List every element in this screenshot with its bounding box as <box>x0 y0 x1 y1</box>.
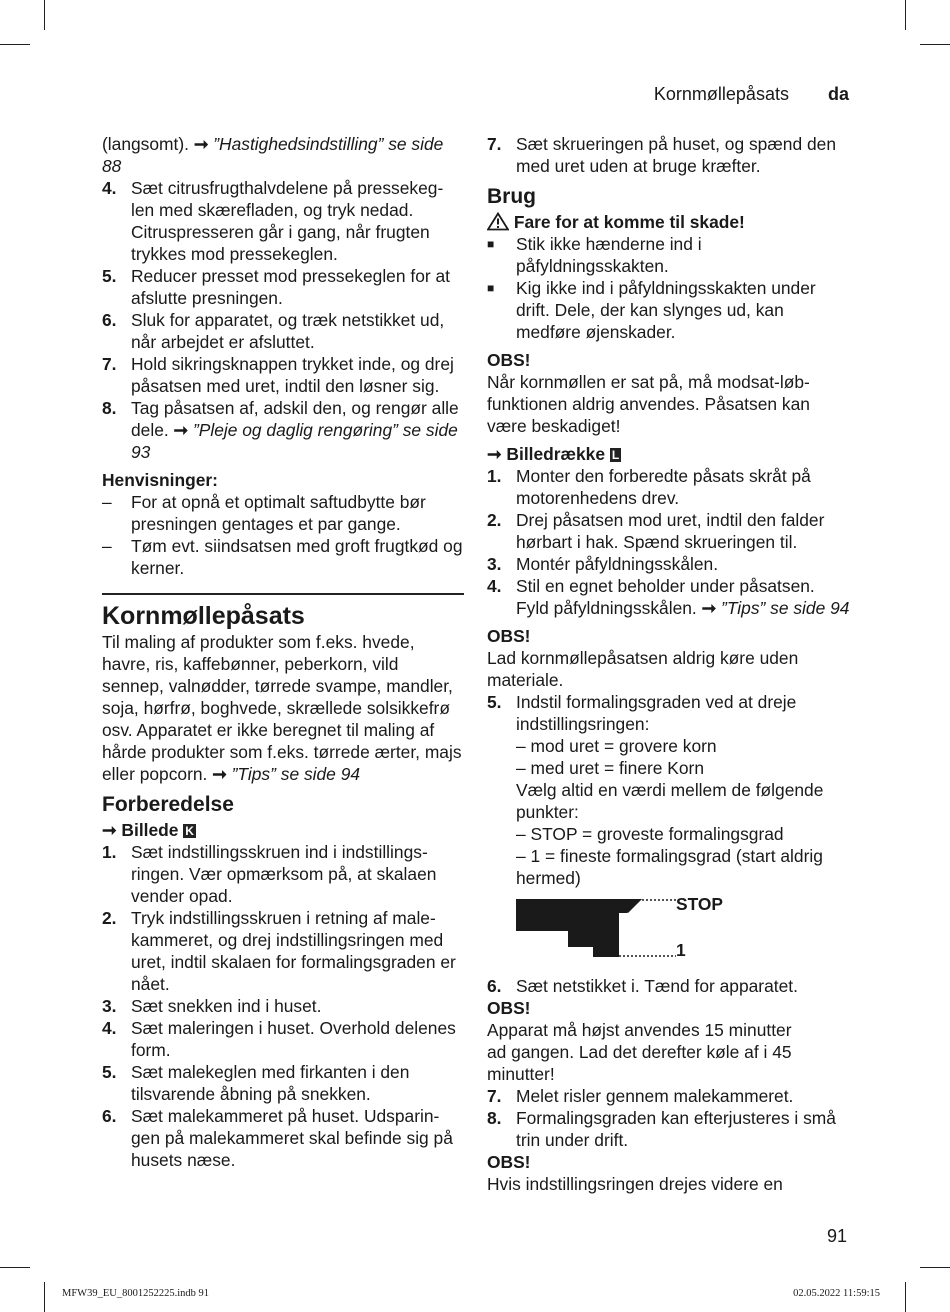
list-item: – For at opnå et optimalt saftudbytte bør presningen gentages et par gange. <box>102 492 426 534</box>
list-item: 6. Sæt netstikket i. Tænd for apparatet. <box>487 976 798 996</box>
steps-list <box>487 1085 850 1151</box>
list-item: 8. Formalingsgraden kan efterjusteres i små trin under drift. <box>487 1108 836 1150</box>
section-title: Kornmøllepåsats <box>102 602 305 630</box>
crop-mark <box>905 1282 906 1312</box>
step-line: – mod uret = grovere korn <box>516 736 717 756</box>
obs-title: OBS! <box>487 998 531 1018</box>
crop-mark <box>44 0 45 30</box>
figure-key-badge: K <box>185 824 194 838</box>
crop-mark <box>905 0 906 30</box>
figure-reference: ➞ Billedrække L <box>487 444 620 464</box>
cross-reference: ”Pleje og daglig rengøring” se side 93 <box>131 420 458 462</box>
list-item: 7. Sæt skrueringen på huset, og spænd den med uret uden at bruge kræfter. <box>487 134 837 176</box>
arrow-icon: ➞ <box>168 420 193 440</box>
cross-reference: ”Hastighedsindstilling” se side 88 <box>102 134 444 176</box>
left-column <box>102 133 464 1171</box>
bullet-square-icon: ■ <box>487 237 495 251</box>
grind-scale-figure <box>516 895 850 965</box>
list-item: 1. Monter den forberedte påsats skråt på motorenhedens drev. <box>487 466 811 508</box>
list-item: 6. Sæt malekammeret på huset. Udsparin-gen på malekammeret skal befinde sig på husets næse. <box>102 1106 453 1170</box>
subsection-title: Forberedelse <box>102 793 234 816</box>
obs-text: Når kornmøllen er sat på, må modsat-løb-funktionen aldrig anvendes. Påsatsen kan være beskadiget! <box>487 372 810 436</box>
obs-text: Lad kornmøllepåsatsen aldrig køre uden materiale. <box>487 648 799 690</box>
list-item: 5. Indstil formalingsgraden ved at dreje indstillingsringen: – mod uret = grovere korn – med uret = finere Korn Vælg altid en værdi mellem de følgende punkter: – STOP = groveste formalingsgrad – 1 = fineste formalingsgrad (start aldrig hermed) <box>487 691 850 889</box>
crop-mark <box>0 44 30 45</box>
obs-text: Apparat må højst anvendes 15 minutter ad gangen. Lad det derefter køle af i 45 minutter! <box>487 1020 792 1084</box>
arrow-icon: ➞ <box>193 134 209 154</box>
arrow-icon: ➞ <box>487 444 502 464</box>
step-line: – med uret = finere Korn <box>516 758 705 778</box>
list-item: 5. Reducer presset mod pressekeglen for at afslutte presningen. <box>102 266 450 308</box>
list-item: ■ Kig ikke ind i påfyldningsskakten under drift. Dele, der kan slynges ud, kan medføre øjenskader. <box>487 278 816 342</box>
crop-mark <box>920 44 950 45</box>
list-item: 4. Stil en egnet beholder under påsatsen. Fyld påfyldningsskålen. ➞ ”Tips” se side 94 <box>487 576 850 618</box>
preparation-list <box>102 841 464 1171</box>
bullet-square-icon: ■ <box>487 281 495 295</box>
arrow-icon: ➞ <box>212 764 227 784</box>
page-number: 91 <box>826 1226 847 1246</box>
intro-line: (langsomt). ➞ ”Hastighedsindstilling” se side 88 <box>102 134 444 176</box>
header-section: Kornmøllepåsats <box>653 84 789 104</box>
step-line: Indstil formalingsgraden ved at dreje indstillingsringen: <box>516 692 797 734</box>
arrow-icon: ➞ <box>696 598 722 618</box>
warning-triangle-icon <box>487 212 514 232</box>
steps-list <box>487 465 850 619</box>
list-item: 4. Sæt maleringen i huset. Overhold delenes form. <box>102 1018 456 1060</box>
header-language: da <box>827 84 849 104</box>
figure-reference: ➞ Billede K <box>102 820 194 840</box>
section-rule <box>102 593 464 595</box>
step-line: Vælg altid en værdi mellem de følgende punkter: <box>516 780 824 822</box>
step-line: – 1 = fineste formalingsgrad (start aldrig hermed) <box>516 846 823 888</box>
warning-title: Fare for at komme til skade! <box>487 211 850 233</box>
obs-title: OBS! <box>487 350 531 370</box>
list-item: – Tøm evt. siindsatsen med groft frugtkød og kerner. <box>102 536 463 578</box>
list-item: ■ Stik ikke hænderne ind i påfyldningsskakten. <box>487 234 702 276</box>
list-item: 7. Melet risler gennem malekammeret. <box>487 1086 794 1106</box>
warning-list <box>487 233 850 343</box>
subsection-title: Brug <box>487 185 536 208</box>
footer-file: MFW39_EU_8001252225.indb 91 <box>62 1288 209 1299</box>
list-item: 3. Sæt snekken ind i huset. <box>102 996 322 1016</box>
list-item: 5. Sæt malekeglen med firkanten i den tilsvarende åbning på snekken. <box>102 1062 410 1104</box>
list-item: 4. Sæt citrusfrugthalvdelene på pressekeg-len med skærefladen, og tryk nedad. Citruspresseren går i gang, når frugten trykkes mod pressekeglen. <box>102 178 444 264</box>
list-item: 1. Sæt indstillingsskruen ind i indstillings-ringen. Vær opmærksom på, at skalaen vender opad. <box>102 842 437 906</box>
list-item: 3. Montér påfyldningsskålen. <box>487 554 719 574</box>
scale-stop-label: STOP <box>676 894 724 914</box>
list-item: 8. Tag påsatsen af, adskil den, og rengør alle dele. ➞ ”Pleje og daglig rengøring” se side 93 <box>102 398 459 462</box>
crop-mark <box>920 1267 950 1268</box>
step-line: – STOP = groveste formalingsgrad <box>516 824 784 844</box>
list-item: 7. Hold sikringsknappen trykket inde, og drej påsatsen med uret, indtil den løsner sig. <box>102 354 454 396</box>
list-item: 2. Tryk indstillingsskruen i retning af male-kammeret, og drej indstillingsringen med uret, indtil skalaen for formalingsgraden er nået. <box>102 908 456 994</box>
obs-title: OBS! <box>487 1152 531 1172</box>
steps-list <box>102 177 464 463</box>
arrow-icon: ➞ <box>102 820 117 840</box>
obs-title: OBS! <box>487 626 531 646</box>
list-item: 6. Sluk for apparatet, og træk netstikket ud, når arbejdet er afsluttet. <box>102 310 445 352</box>
figure-key-badge: L <box>611 448 620 462</box>
running-header <box>654 84 849 105</box>
crop-mark <box>44 1282 45 1312</box>
notes-list <box>102 491 464 579</box>
notes-title: Henvisninger: <box>102 470 218 490</box>
crop-mark <box>0 1267 30 1268</box>
footer-date: 02.05.2022 11:59:15 <box>793 1288 880 1299</box>
list-item: 2. Drej påsatsen mod uret, indtil den falder hørbart i hak. Spænd skrueringen til. <box>487 510 825 552</box>
section-paragraph: Til maling af produkter som f.eks. hvede, havre, ris, kaffebønner, peberkorn, vild sennep, valnødder, tørrede svampe, mandler, soja, hørfrø, boghvede, skrællede solsikkefrø osv. Apparatet er ikke beregnet til maling af hårde produkter som f.eks. tørrede ærter, majs eller popcorn. ➞ ”Tips” se side 94 <box>102 632 462 784</box>
right-column <box>487 133 850 1195</box>
obs-text: Hvis indstillingsringen drejes videre en <box>487 1174 783 1194</box>
cross-reference: ”Tips” se side 94 <box>721 598 850 618</box>
scale-one-label: 1 <box>676 940 686 960</box>
cross-reference: ”Tips” se side 94 <box>231 764 361 784</box>
